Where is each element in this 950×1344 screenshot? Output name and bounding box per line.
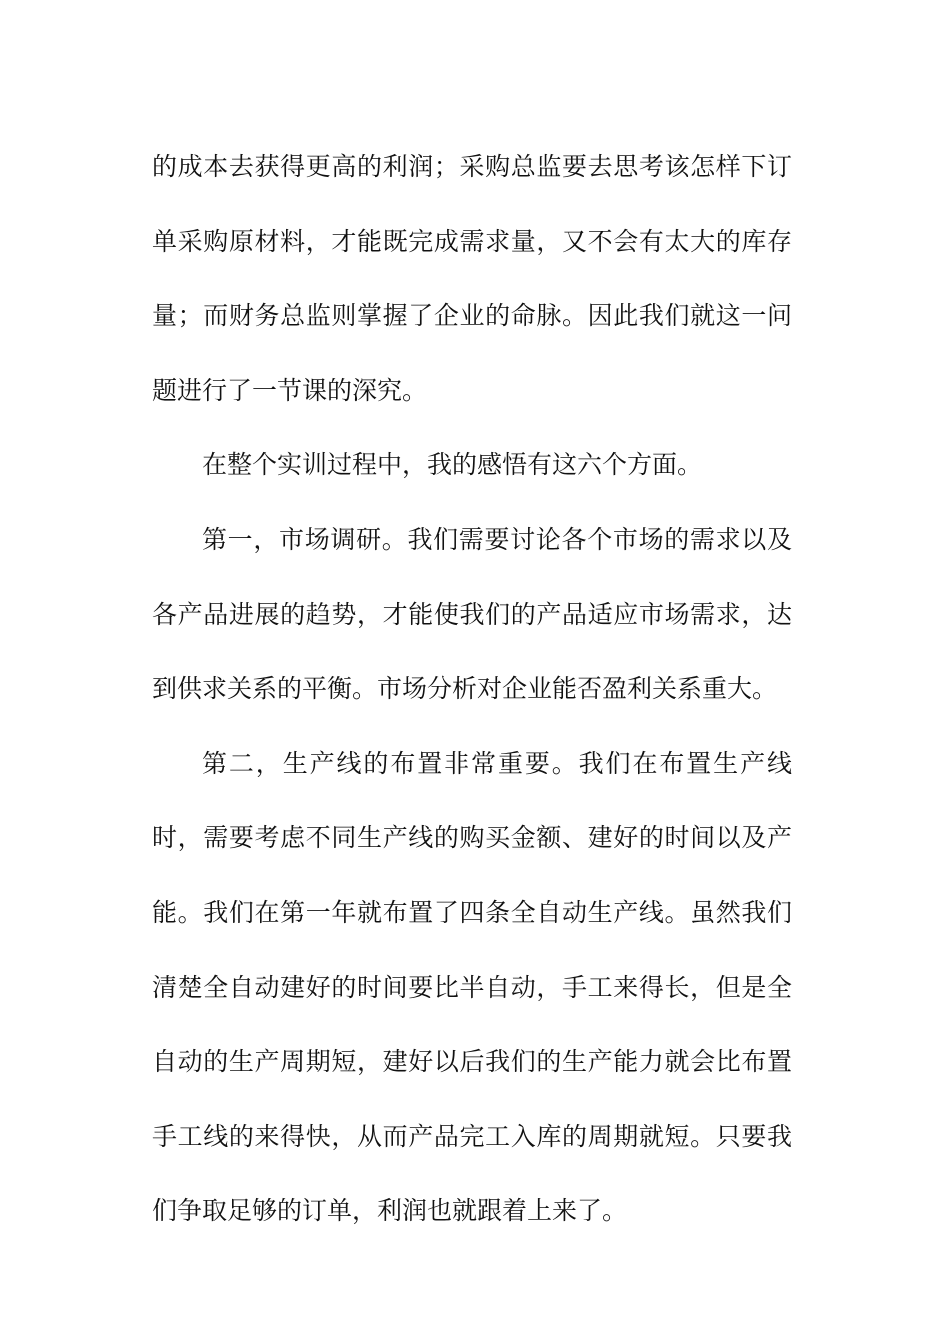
document-body [152, 130, 792, 1249]
text-line: 的成本去获得更高的利润；采购总监要去思考该怎样下订 [152, 152, 792, 181]
paragraph-cost-purchasing-finance [152, 130, 792, 428]
text-line: 们争取足够的订单，利润也就跟着上来了。 [152, 1196, 628, 1226]
text-line: 到供求关系的平衡。市场分析对企业能否盈利关系重大。 [152, 674, 778, 704]
text-line: 第一，市场调研。我们需要讨论各个市场的需求以及 [202, 524, 792, 554]
text-line: 能。我们在第一年就布置了四条全自动生产线。虽然我们 [152, 897, 792, 927]
text-line: 清楚全自动建好的时间要比半自动，手工来得长，但是全 [152, 972, 792, 1002]
text-line: 量；而财务总监则掌握了企业的命脉。因此我们就这一问 [152, 301, 792, 331]
paragraph-market-research [152, 503, 792, 727]
text-line: 第二，生产线的布置非常重要。我们在布置生产线 [202, 748, 792, 778]
text-line: 题进行了一节课的深究。 [152, 375, 428, 405]
text-line: 各产品进展的趋势，才能使我们的产品适应市场需求，达 [152, 599, 792, 629]
text-line: 单采购原材料，才能既完成需求量，又不会有太大的库存 [152, 226, 792, 256]
text-line: 时，需要考虑不同生产线的购买金额、建好的时间以及产 [152, 823, 792, 853]
paragraph-six-insights [152, 428, 792, 503]
text-line: 手工线的来得快，从而产品完工入库的周期就短。只要我 [152, 1121, 792, 1151]
text-line: 在整个实训过程中，我的感悟有这六个方面。 [202, 450, 703, 480]
text-line: 自动的生产周期短，建好以后我们的生产能力就会比布置 [152, 1047, 792, 1077]
paragraph-production-lines [152, 727, 792, 1249]
